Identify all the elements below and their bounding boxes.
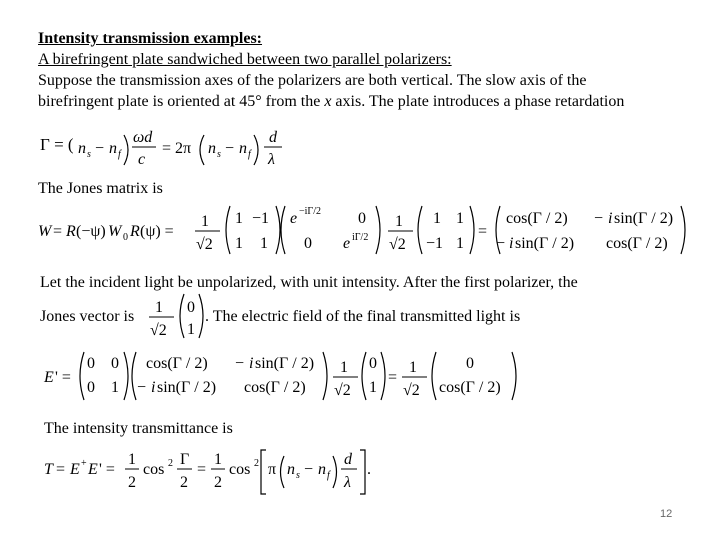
svg-text:−: − — [225, 140, 235, 157]
svg-text:−1: −1 — [426, 235, 444, 252]
svg-text:E: E — [44, 369, 54, 386]
svg-text:=: = — [56, 461, 66, 478]
svg-text:1: 1 — [340, 359, 348, 376]
svg-text:s: s — [296, 470, 300, 481]
svg-text:c: c — [138, 151, 146, 168]
svg-text:e: e — [343, 235, 351, 252]
svg-text:√2: √2 — [150, 322, 167, 339]
svg-text:E: E — [88, 461, 98, 478]
svg-text:1: 1 — [111, 379, 119, 396]
svg-text:sin(Γ / 2): sin(Γ / 2) — [255, 355, 315, 372]
paragraph-1-line-2 — [38, 91, 624, 112]
svg-text:Γ = (: Γ = ( — [40, 135, 74, 154]
svg-text:√2: √2 — [389, 236, 406, 253]
svg-text:W: W — [38, 223, 52, 240]
electric-field-label: . The electric field of the final transmitted light is — [205, 308, 521, 325]
svg-text:0: 0 — [187, 299, 195, 316]
svg-text:1: 1 — [128, 451, 136, 468]
svg-text:−iΓ/2: −iΓ/2 — [299, 206, 321, 217]
para1-line2-part-b: axis. The plate introduces a phase retardation — [331, 93, 625, 110]
svg-text:f: f — [118, 149, 121, 160]
svg-text:=: = — [53, 223, 63, 240]
svg-text:1: 1 — [456, 210, 464, 227]
svg-text:cos: cos — [229, 461, 251, 478]
svg-text:−1: −1 — [252, 210, 270, 227]
svg-text:√2: √2 — [334, 382, 351, 399]
svg-text:1: 1 — [235, 235, 243, 252]
x-axis-symbol: x — [324, 93, 332, 110]
jones-matrix-label: The Jones matrix is — [38, 180, 163, 197]
svg-text:ωd: ωd — [133, 129, 153, 146]
intensity-transmittance-label: The intensity transmittance is — [44, 420, 233, 437]
svg-text:λ: λ — [344, 474, 351, 491]
svg-text:cos(Γ / 2): cos(Γ / 2) — [439, 379, 501, 396]
svg-text:=: = — [197, 461, 207, 478]
svg-text:W: W — [108, 223, 122, 240]
svg-text:−: − — [137, 379, 147, 396]
svg-text:1: 1 — [409, 359, 417, 376]
svg-text:1: 1 — [456, 235, 464, 252]
svg-text:=: = — [478, 223, 488, 240]
transmitted-field-equation — [44, 346, 524, 406]
svg-text:d: d — [269, 129, 277, 146]
svg-text:T: T — [44, 461, 53, 478]
svg-text:n: n — [287, 461, 295, 478]
svg-text:1: 1 — [260, 235, 268, 252]
svg-text:s: s — [217, 149, 221, 160]
svg-text:R: R — [66, 223, 76, 240]
svg-text:π: π — [268, 461, 277, 478]
svg-text:i: i — [509, 235, 514, 252]
paragraph-1-line-1: Suppose the transmission axes of the polarizers are both vertical. The slow axis of the — [38, 72, 587, 89]
svg-text:sin(Γ / 2): sin(Γ / 2) — [157, 379, 217, 396]
slide-heading: Intensity transmission examples: — [38, 30, 263, 47]
page-number: 12 — [660, 508, 673, 520]
svg-text:R: R — [130, 223, 140, 240]
svg-text:1: 1 — [214, 451, 222, 468]
svg-text:0: 0 — [358, 210, 366, 227]
intensity-transmittance-equation — [44, 444, 404, 504]
svg-text:n: n — [208, 140, 216, 157]
svg-text:cos(Γ / 2): cos(Γ / 2) — [606, 235, 668, 252]
svg-text:n: n — [109, 140, 117, 157]
svg-text:2: 2 — [214, 474, 222, 491]
svg-text:√2: √2 — [403, 382, 420, 399]
svg-text:1: 1 — [369, 379, 377, 396]
svg-text:= 2π: = 2π — [162, 140, 192, 157]
svg-text:+: + — [81, 458, 87, 469]
svg-text:e: e — [290, 210, 298, 227]
svg-text:0: 0 — [111, 355, 119, 372]
svg-text:i: i — [151, 379, 156, 396]
svg-text:0: 0 — [123, 232, 128, 243]
svg-text:0: 0 — [466, 355, 474, 372]
svg-text:0: 0 — [369, 355, 377, 372]
svg-text:cos: cos — [143, 461, 165, 478]
svg-text:λ: λ — [268, 151, 275, 168]
svg-text:0: 0 — [304, 235, 312, 252]
svg-text:s: s — [87, 149, 91, 160]
svg-text:cos(Γ / 2): cos(Γ / 2) — [506, 210, 568, 227]
svg-text:−: − — [95, 140, 105, 157]
svg-text:0: 0 — [87, 355, 95, 372]
svg-text:cos(Γ / 2): cos(Γ / 2) — [146, 355, 208, 372]
svg-text:' =: ' = — [55, 369, 71, 386]
svg-text:1: 1 — [433, 210, 441, 227]
svg-text:2: 2 — [180, 474, 188, 491]
svg-text:1: 1 — [155, 299, 163, 316]
svg-text:−: − — [304, 461, 314, 478]
svg-text:1: 1 — [187, 321, 195, 338]
svg-text:−: − — [235, 355, 245, 372]
svg-text:n: n — [318, 461, 326, 478]
svg-text:√2: √2 — [196, 236, 213, 253]
svg-text:d: d — [344, 451, 352, 468]
paragraph-2-line-1: Let the incident light be unpolarized, with unit intensity. After the first polarizer, the — [40, 274, 578, 291]
svg-text:(−ψ): (−ψ) — [76, 223, 106, 240]
svg-text:1: 1 — [395, 213, 403, 230]
svg-text:1: 1 — [235, 210, 243, 227]
svg-text:=: = — [388, 369, 398, 386]
svg-text:cos(Γ / 2): cos(Γ / 2) — [244, 379, 306, 396]
svg-text:2: 2 — [168, 458, 173, 469]
svg-text:n: n — [239, 140, 247, 157]
svg-text:i: i — [608, 210, 613, 227]
slide-subheading: A birefringent plate sandwiched between two parallel polarizers: — [38, 51, 452, 68]
svg-text:' =: ' = — [99, 461, 115, 478]
svg-text:0: 0 — [87, 379, 95, 396]
svg-text:f: f — [248, 149, 251, 160]
gamma-equation — [38, 118, 298, 173]
svg-text:1: 1 — [201, 213, 209, 230]
svg-text:iΓ/2: iΓ/2 — [352, 232, 369, 243]
svg-text:E: E — [70, 461, 80, 478]
svg-text:f: f — [327, 470, 330, 481]
svg-text:n: n — [78, 140, 86, 157]
svg-text:Γ: Γ — [180, 451, 190, 468]
svg-text:sin(Γ / 2): sin(Γ / 2) — [515, 235, 575, 252]
svg-text:−: − — [496, 235, 506, 252]
jones-matrix-equation — [38, 200, 698, 260]
svg-text:sin(Γ / 2): sin(Γ / 2) — [614, 210, 674, 227]
svg-text:.: . — [367, 461, 371, 478]
jones-vector-label: Jones vector is — [40, 308, 135, 325]
svg-text:2: 2 — [254, 458, 259, 469]
svg-text:2: 2 — [128, 474, 136, 491]
para1-line2-part-a: birefringent plate is oriented at 45° from the — [38, 93, 325, 110]
svg-text:−: − — [594, 210, 604, 227]
svg-text:(ψ) =: (ψ) = — [140, 223, 174, 240]
svg-text:i: i — [249, 355, 254, 372]
